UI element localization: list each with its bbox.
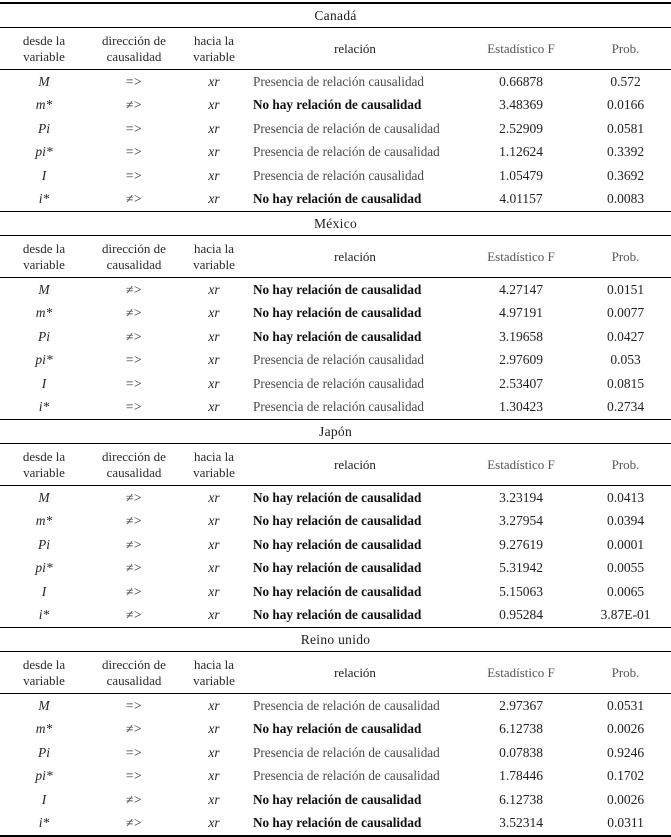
header-from-line2: variable bbox=[23, 48, 65, 64]
relation-cell: Presencia de relación causalidad bbox=[253, 73, 424, 89]
to-variable-cell: xr bbox=[208, 744, 220, 760]
relation-cell: No hay relación de causalidad bbox=[253, 560, 422, 576]
from-variable-cell: Pi bbox=[38, 536, 50, 552]
causality-direction-cell: ≠> bbox=[125, 815, 143, 831]
header-from-variable bbox=[0, 236, 88, 278]
prob-cell: 0.0166 bbox=[606, 97, 645, 113]
header-relation: relación bbox=[248, 236, 462, 278]
from-variable-cell: I bbox=[41, 375, 47, 391]
relation-cell: No hay relación de causalidad bbox=[253, 328, 422, 344]
relation-cell: No hay relación de causalidad bbox=[253, 815, 422, 831]
to-variable-cell: xr bbox=[208, 513, 220, 529]
header-relation: relación bbox=[248, 652, 462, 694]
country-section-table bbox=[0, 211, 671, 419]
table-row bbox=[0, 812, 671, 837]
f-statistic-cell: 0.07838 bbox=[499, 744, 543, 760]
section-title-row bbox=[0, 212, 671, 236]
to-variable-cell: xr bbox=[208, 607, 220, 623]
prob-cell: 0.0581 bbox=[606, 120, 645, 136]
column-header-row bbox=[0, 236, 671, 278]
header-to-line1: hacia la bbox=[193, 448, 235, 464]
f-statistic-cell: 1.05479 bbox=[499, 167, 543, 183]
f-statistic-cell: 4.01157 bbox=[499, 191, 543, 207]
section-rows bbox=[0, 70, 671, 212]
prob-cell: 3.87E-01 bbox=[600, 607, 651, 623]
relation-cell: Presencia de relación de causalidad bbox=[253, 120, 440, 136]
header-direction bbox=[88, 236, 180, 278]
header-to-line2: variable bbox=[193, 256, 235, 272]
prob-cell: 0.0077 bbox=[606, 305, 645, 321]
table-row bbox=[0, 278, 671, 302]
causality-direction-cell: => bbox=[125, 73, 143, 89]
table-row bbox=[0, 765, 671, 789]
relation-cell: Presencia de relación de causalidad bbox=[253, 768, 440, 784]
f-statistic-cell: 3.19658 bbox=[499, 328, 543, 344]
prob-cell: 0.0151 bbox=[606, 281, 645, 297]
relation-cell: No hay relación de causalidad bbox=[253, 489, 422, 505]
to-variable-cell: xr bbox=[208, 328, 220, 344]
to-variable-cell: xr bbox=[208, 144, 220, 160]
from-variable-cell: I bbox=[41, 583, 47, 599]
causality-direction-cell: ≠> bbox=[125, 791, 143, 807]
prob-cell: 0.572 bbox=[610, 73, 641, 89]
from-variable-cell: i* bbox=[38, 399, 50, 415]
table-row bbox=[0, 94, 671, 118]
from-variable-cell: M bbox=[38, 489, 50, 505]
prob-cell: 0.0394 bbox=[606, 513, 645, 529]
column-header-row bbox=[0, 652, 671, 694]
table-row bbox=[0, 604, 671, 628]
from-variable-cell: M bbox=[38, 697, 50, 713]
to-variable-cell: xr bbox=[208, 697, 220, 713]
header-direction-line2: causalidad bbox=[106, 48, 162, 64]
header-from-line2: variable bbox=[23, 256, 65, 272]
causality-direction-cell: ≠> bbox=[125, 305, 143, 321]
header-from-variable bbox=[0, 444, 88, 486]
f-statistic-cell: 2.97609 bbox=[499, 352, 543, 368]
from-variable-cell: m* bbox=[35, 513, 53, 529]
header-relation: relación bbox=[248, 28, 462, 70]
from-variable-cell: I bbox=[41, 791, 47, 807]
causality-direction-cell: ≠> bbox=[125, 513, 143, 529]
prob-cell: 0.0427 bbox=[606, 328, 645, 344]
relation-cell: Presencia de relación causalidad bbox=[253, 399, 424, 415]
table-row bbox=[0, 557, 671, 581]
to-variable-cell: xr bbox=[208, 791, 220, 807]
header-direction-line2: causalidad bbox=[106, 256, 162, 272]
prob-cell: 0.0026 bbox=[606, 721, 645, 737]
from-variable-cell: Pi bbox=[38, 744, 50, 760]
header-prob: Prob. bbox=[580, 444, 671, 486]
prob-cell: 0.0026 bbox=[606, 791, 645, 807]
header-to-line1: hacia la bbox=[193, 32, 235, 48]
f-statistic-cell: 1.12624 bbox=[499, 144, 543, 160]
causality-direction-cell: ≠> bbox=[125, 489, 143, 505]
causality-direction-cell: => bbox=[125, 375, 143, 391]
from-variable-cell: M bbox=[38, 281, 50, 297]
f-statistic-cell: 1.30423 bbox=[499, 399, 543, 415]
relation-cell: No hay relación de causalidad bbox=[253, 791, 422, 807]
header-direction-line1: dirección de bbox=[102, 240, 166, 256]
table-row bbox=[0, 741, 671, 765]
country-section-table bbox=[0, 419, 671, 627]
f-statistic-cell: 6.12738 bbox=[499, 721, 543, 737]
f-statistic-cell: 1.78446 bbox=[499, 768, 543, 784]
table-row bbox=[0, 302, 671, 326]
prob-cell: 0.0065 bbox=[606, 583, 645, 599]
table-row bbox=[0, 141, 671, 165]
from-variable-cell: i* bbox=[38, 815, 50, 831]
prob-cell: 0.9246 bbox=[606, 744, 645, 760]
relation-cell: Presencia de relación causalidad bbox=[253, 167, 424, 183]
header-from-line2: variable bbox=[23, 672, 65, 688]
header-f-statistic: Estadístico F bbox=[462, 444, 580, 486]
header-to-line1: hacia la bbox=[193, 656, 235, 672]
causality-direction-cell: ≠> bbox=[125, 281, 143, 297]
to-variable-cell: xr bbox=[208, 721, 220, 737]
table-row bbox=[0, 70, 671, 94]
to-variable-cell: xr bbox=[208, 352, 220, 368]
f-statistic-cell: 6.12738 bbox=[499, 791, 543, 807]
header-to-variable bbox=[180, 28, 248, 70]
f-statistic-cell: 3.23194 bbox=[499, 489, 543, 505]
table-row bbox=[0, 580, 671, 604]
header-relation: relación bbox=[248, 444, 462, 486]
from-variable-cell: Pi bbox=[38, 328, 50, 344]
f-statistic-cell: 3.27954 bbox=[499, 513, 543, 529]
relation-cell: No hay relación de causalidad bbox=[253, 305, 422, 321]
causality-direction-cell: ≠> bbox=[125, 328, 143, 344]
prob-cell: 0.3392 bbox=[606, 144, 645, 160]
causality-direction-cell: ≠> bbox=[125, 191, 143, 207]
prob-cell: 0.3692 bbox=[606, 167, 645, 183]
header-from-variable bbox=[0, 28, 88, 70]
causality-direction-cell: => bbox=[125, 144, 143, 160]
header-from-line1: desde la bbox=[22, 240, 66, 256]
causality-direction-cell: ≠> bbox=[125, 560, 143, 576]
from-variable-cell: pi* bbox=[35, 352, 53, 368]
prob-cell: 0.0531 bbox=[606, 697, 645, 713]
header-f-statistic: Estadístico F bbox=[462, 236, 580, 278]
header-direction bbox=[88, 444, 180, 486]
column-header-row bbox=[0, 28, 671, 70]
causality-direction-cell: => bbox=[125, 697, 143, 713]
country-section-table bbox=[0, 627, 671, 837]
prob-cell: 0.0001 bbox=[606, 536, 645, 552]
section-title-row bbox=[0, 628, 671, 652]
to-variable-cell: xr bbox=[208, 167, 220, 183]
header-prob: Prob. bbox=[580, 28, 671, 70]
from-variable-cell: m* bbox=[35, 305, 53, 321]
to-variable-cell: xr bbox=[208, 191, 220, 207]
table-row bbox=[0, 372, 671, 396]
to-variable-cell: xr bbox=[208, 97, 220, 113]
prob-cell: 0.0311 bbox=[607, 815, 644, 831]
relation-cell: Presencia de relación causalidad bbox=[253, 375, 424, 391]
to-variable-cell: xr bbox=[208, 815, 220, 831]
header-to-variable bbox=[180, 444, 248, 486]
header-from-line2: variable bbox=[23, 464, 65, 480]
header-from-line1: desde la bbox=[22, 32, 66, 48]
relation-cell: Presencia de relación de causalidad bbox=[253, 144, 440, 160]
causality-direction-cell: => bbox=[125, 167, 143, 183]
f-statistic-cell: 5.31942 bbox=[499, 560, 543, 576]
to-variable-cell: xr bbox=[208, 583, 220, 599]
f-statistic-cell: 3.48369 bbox=[499, 97, 543, 113]
from-variable-cell: pi* bbox=[35, 144, 53, 160]
causality-direction-cell: ≠> bbox=[125, 536, 143, 552]
header-direction-line1: dirección de bbox=[102, 32, 166, 48]
table-row bbox=[0, 788, 671, 812]
header-from-line1: desde la bbox=[22, 448, 66, 464]
section-title: Reino unido bbox=[0, 628, 671, 652]
table-row bbox=[0, 694, 671, 718]
to-variable-cell: xr bbox=[208, 536, 220, 552]
table-row bbox=[0, 533, 671, 557]
section-rows bbox=[0, 694, 671, 837]
causality-direction-cell: ≠> bbox=[125, 583, 143, 599]
from-variable-cell: pi* bbox=[35, 560, 53, 576]
relation-cell: No hay relación de causalidad bbox=[253, 97, 422, 113]
prob-cell: 0.0413 bbox=[606, 489, 645, 505]
section-title: Japón bbox=[0, 420, 671, 444]
relation-cell: No hay relación de causalidad bbox=[253, 607, 422, 623]
table-row bbox=[0, 164, 671, 188]
from-variable-cell: m* bbox=[35, 721, 53, 737]
header-from-variable bbox=[0, 652, 88, 694]
relation-cell: Presencia de relación de causalidad bbox=[253, 697, 440, 713]
prob-cell: 0.0815 bbox=[606, 375, 645, 391]
relation-cell: No hay relación de causalidad bbox=[253, 191, 422, 207]
header-direction-line2: causalidad bbox=[106, 672, 162, 688]
header-to-variable bbox=[180, 652, 248, 694]
table-row bbox=[0, 349, 671, 373]
f-statistic-cell: 4.97191 bbox=[499, 305, 543, 321]
header-direction-line1: dirección de bbox=[102, 448, 166, 464]
relation-cell: Presencia de relación causalidad bbox=[253, 352, 424, 368]
header-prob: Prob. bbox=[580, 652, 671, 694]
section-title: Canadá bbox=[0, 3, 671, 28]
table-row bbox=[0, 510, 671, 534]
header-direction bbox=[88, 652, 180, 694]
f-statistic-cell: 9.27619 bbox=[499, 536, 543, 552]
header-to-line2: variable bbox=[193, 48, 235, 64]
to-variable-cell: xr bbox=[208, 560, 220, 576]
header-prob: Prob. bbox=[580, 236, 671, 278]
column-header-row bbox=[0, 444, 671, 486]
header-to-line2: variable bbox=[193, 672, 235, 688]
to-variable-cell: xr bbox=[208, 375, 220, 391]
causality-direction-cell: => bbox=[125, 352, 143, 368]
header-to-line2: variable bbox=[193, 464, 235, 480]
to-variable-cell: xr bbox=[208, 120, 220, 136]
section-rows bbox=[0, 278, 671, 420]
section-title: México bbox=[0, 212, 671, 236]
to-variable-cell: xr bbox=[208, 73, 220, 89]
causality-direction-cell: ≠> bbox=[125, 607, 143, 623]
causality-direction-cell: ≠> bbox=[125, 97, 143, 113]
from-variable-cell: M bbox=[38, 73, 50, 89]
causality-direction-cell: => bbox=[125, 744, 143, 760]
f-statistic-cell: 0.66878 bbox=[499, 73, 543, 89]
table-row bbox=[0, 396, 671, 420]
f-statistic-cell: 2.52909 bbox=[499, 120, 543, 136]
relation-cell: Presencia de relación de causalidad bbox=[253, 744, 440, 760]
causality-direction-cell: => bbox=[125, 768, 143, 784]
section-title-row bbox=[0, 420, 671, 444]
causality-direction-cell: => bbox=[125, 120, 143, 136]
relation-cell: No hay relación de causalidad bbox=[253, 721, 422, 737]
header-from-line1: desde la bbox=[22, 656, 66, 672]
prob-cell: 0.0055 bbox=[606, 560, 645, 576]
f-statistic-cell: 3.52314 bbox=[499, 815, 543, 831]
table-row bbox=[0, 188, 671, 212]
table-row bbox=[0, 486, 671, 510]
table-row bbox=[0, 325, 671, 349]
f-statistic-cell: 2.53407 bbox=[499, 375, 543, 391]
prob-cell: 0.2734 bbox=[606, 399, 645, 415]
relation-cell: No hay relación de causalidad bbox=[253, 583, 422, 599]
causality-direction-cell: ≠> bbox=[125, 721, 143, 737]
from-variable-cell: I bbox=[41, 167, 47, 183]
header-direction bbox=[88, 28, 180, 70]
header-to-variable bbox=[180, 236, 248, 278]
causality-direction-cell: => bbox=[125, 399, 143, 415]
to-variable-cell: xr bbox=[208, 305, 220, 321]
from-variable-cell: i* bbox=[38, 607, 50, 623]
country-section-table bbox=[0, 2, 671, 211]
header-to-line1: hacia la bbox=[193, 240, 235, 256]
table-row bbox=[0, 718, 671, 742]
from-variable-cell: Pi bbox=[38, 120, 50, 136]
header-direction-line2: causalidad bbox=[106, 464, 162, 480]
prob-cell: 0.1702 bbox=[606, 768, 645, 784]
section-rows bbox=[0, 486, 671, 628]
header-f-statistic: Estadístico F bbox=[462, 652, 580, 694]
relation-cell: No hay relación de causalidad bbox=[253, 513, 422, 529]
prob-cell: 0.0083 bbox=[606, 191, 645, 207]
f-statistic-cell: 5.15063 bbox=[499, 583, 543, 599]
to-variable-cell: xr bbox=[208, 489, 220, 505]
table-row bbox=[0, 117, 671, 141]
f-statistic-cell: 4.27147 bbox=[499, 281, 543, 297]
to-variable-cell: xr bbox=[208, 768, 220, 784]
from-variable-cell: pi* bbox=[35, 768, 53, 784]
prob-cell: 0.053 bbox=[610, 352, 641, 368]
to-variable-cell: xr bbox=[208, 399, 220, 415]
header-direction-line1: dirección de bbox=[102, 656, 166, 672]
to-variable-cell: xr bbox=[208, 281, 220, 297]
f-statistic-cell: 0.95284 bbox=[499, 607, 543, 623]
from-variable-cell: i* bbox=[38, 191, 50, 207]
relation-cell: No hay relación de causalidad bbox=[253, 281, 422, 297]
f-statistic-cell: 2.97367 bbox=[499, 697, 543, 713]
from-variable-cell: m* bbox=[35, 97, 53, 113]
section-title-row bbox=[0, 3, 671, 28]
header-f-statistic: Estadístico F bbox=[462, 28, 580, 70]
relation-cell: No hay relación de causalidad bbox=[253, 536, 422, 552]
